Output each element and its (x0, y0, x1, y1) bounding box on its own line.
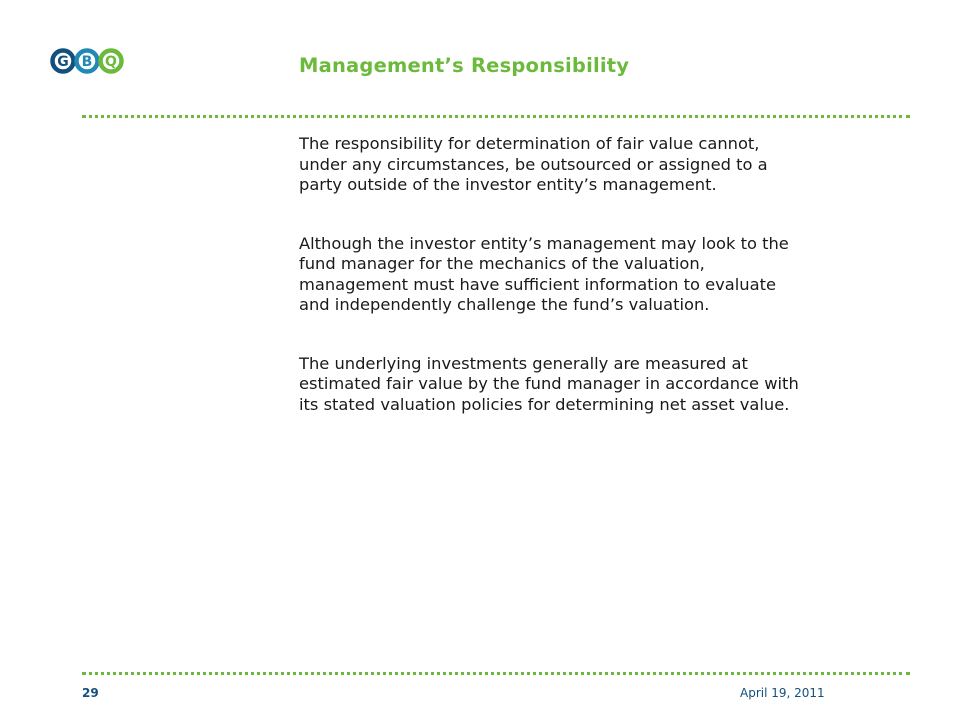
page-number: 29 (82, 686, 99, 700)
logo-letter-b: B (81, 54, 93, 71)
footer-date: April 19, 2011 (740, 686, 825, 700)
paragraph-underlying-investments: The underlying investments generally are measured at estimated fair value by the fund manager in accordance with its stated valuation policies for determining net asset value. (299, 353, 799, 414)
gbq-logo (50, 48, 128, 74)
logo-letter-q: Q (105, 54, 117, 71)
bottom-divider (82, 672, 910, 675)
top-divider (82, 115, 910, 118)
logo-letter-g: G (57, 54, 69, 71)
slide-title: Management’s Responsibility (299, 54, 630, 77)
paragraph-fund-manager: Although the investor entity’s management may look to the fund manager for the mechanics of the valuation, management must have sufficient information to evaluate and independently challenge the fund’s valuation. (299, 233, 789, 314)
paragraph-responsibility: The responsibility for determination of fair value cannot, under any circumstances, be outsourced or assigned to a party outside of the investor entity’s management. (299, 134, 768, 194)
slide-body (299, 134, 889, 453)
